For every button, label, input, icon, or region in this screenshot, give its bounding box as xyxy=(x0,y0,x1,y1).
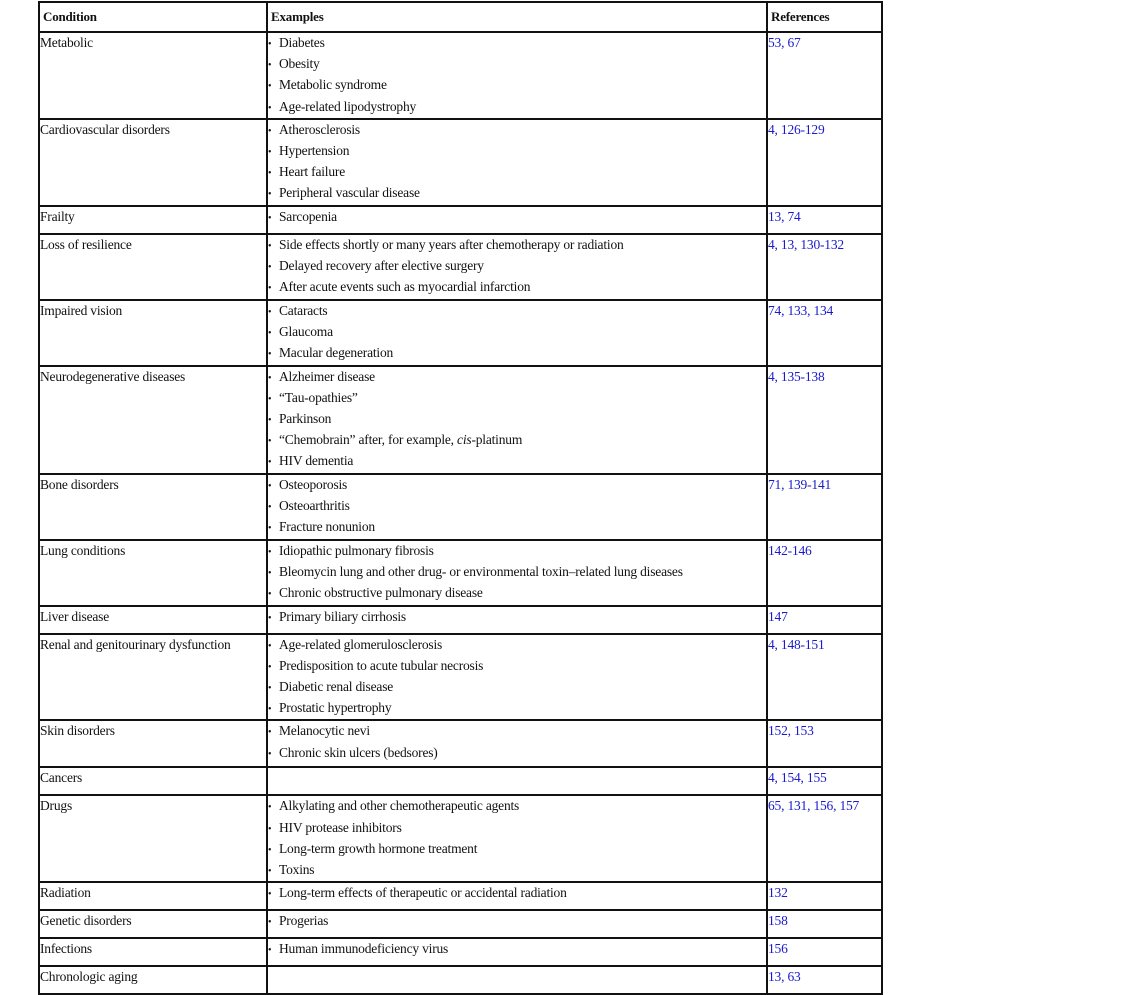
examples-cell xyxy=(267,119,767,206)
examples-cell xyxy=(267,882,767,910)
bullet-icon: • xyxy=(268,436,272,448)
condition-label: Loss of resilience xyxy=(40,236,132,252)
bullet-icon: • xyxy=(268,147,272,159)
example-item xyxy=(268,496,766,517)
bullet-icon: • xyxy=(268,589,272,601)
example-item xyxy=(268,583,766,604)
bullet-icon: • xyxy=(268,60,272,72)
example-text: Alzheimer disease xyxy=(279,368,375,384)
example-item xyxy=(268,656,766,677)
example-item xyxy=(268,430,766,451)
table-row xyxy=(39,720,882,767)
example-item xyxy=(268,607,766,628)
example-item xyxy=(268,517,766,538)
condition-cell xyxy=(39,910,267,938)
bullet-icon: • xyxy=(268,866,272,878)
example-text: Human immunodeficiency virus xyxy=(279,941,449,957)
condition-cell xyxy=(39,938,267,966)
header-row xyxy=(39,2,882,32)
bullet-icon: • xyxy=(268,349,272,361)
bullet-icon: • xyxy=(268,393,272,405)
example-text: Atherosclerosis xyxy=(279,121,360,137)
reference-links[interactable]: 147 xyxy=(768,608,788,624)
bullet-icon: • xyxy=(268,727,272,739)
example-item xyxy=(268,677,766,698)
reference-links[interactable]: 142-146 xyxy=(768,542,812,558)
example-text: Sarcopenia xyxy=(279,208,337,224)
bullet-icon: • xyxy=(268,457,272,469)
example-text: Hypertension xyxy=(279,143,350,159)
examples-cell xyxy=(267,966,767,994)
table-row xyxy=(39,234,882,300)
examples-cell xyxy=(267,634,767,721)
references-cell xyxy=(767,882,882,910)
condition-label: Bone disorders xyxy=(40,476,119,492)
header-condition: Condition xyxy=(39,2,267,32)
bullet-icon: • xyxy=(268,661,272,673)
condition-label: Frailty xyxy=(40,208,75,224)
example-item xyxy=(268,162,766,183)
reference-links[interactable]: 4, 126-129 xyxy=(768,121,825,137)
bullet-icon: • xyxy=(268,327,272,339)
example-item xyxy=(268,388,766,409)
example-text: HIV dementia xyxy=(279,453,354,469)
table-row xyxy=(39,882,882,910)
references-cell xyxy=(767,720,882,767)
condition-label: Impaired vision xyxy=(40,302,123,318)
examples-cell xyxy=(267,767,767,795)
bullet-icon: • xyxy=(268,802,272,814)
example-text: Long-term growth hormone treatment xyxy=(279,840,478,856)
reference-links[interactable]: 4, 154, 155 xyxy=(768,770,827,786)
references-cell xyxy=(767,366,882,474)
example-item xyxy=(268,721,766,742)
references-cell xyxy=(767,540,882,606)
references-cell xyxy=(767,767,882,795)
condition-label: Cardiovascular disorders xyxy=(40,121,170,137)
bullet-icon: • xyxy=(268,212,272,224)
example-text: Side effects shortly or many years after chemotherapy or radiation xyxy=(279,236,624,252)
condition-cell xyxy=(39,540,267,606)
bullet-icon: • xyxy=(268,567,272,579)
references-cell xyxy=(767,910,882,938)
bullet-icon: • xyxy=(268,546,272,558)
condition-label: Metabolic xyxy=(40,35,93,50)
example-text: Peripheral vascular disease xyxy=(279,185,420,201)
condition-label: Chronologic aging xyxy=(40,969,138,985)
reference-links[interactable]: 152, 153 xyxy=(768,723,814,739)
example-item xyxy=(268,120,766,141)
example-item xyxy=(268,409,766,430)
example-text: Toxins xyxy=(279,862,315,878)
reference-links[interactable]: 13, 74 xyxy=(768,208,801,224)
example-text: Fracture nonunion xyxy=(279,519,375,535)
references-cell xyxy=(767,119,882,206)
bullet-icon: • xyxy=(268,168,272,180)
reference-links[interactable]: 4, 148-151 xyxy=(768,636,825,652)
example-text: Idiopathic pulmonary fibrosis xyxy=(279,542,434,558)
examples-cell xyxy=(267,938,767,966)
bullet-icon: • xyxy=(268,844,272,856)
examples-cell xyxy=(267,606,767,634)
examples-cell xyxy=(267,795,767,882)
example-text: Long-term effects of therapeutic or accidental radiation xyxy=(279,885,567,901)
example-text: Alkylating and other chemotherapeutic agents xyxy=(279,798,520,814)
references-cell xyxy=(767,634,882,721)
reference-links[interactable]: 4, 135-138 xyxy=(768,368,825,384)
bullet-icon: • xyxy=(268,683,272,695)
example-item xyxy=(268,277,766,298)
example-item xyxy=(268,235,766,256)
condition-cell xyxy=(39,300,267,366)
bullet-icon: • xyxy=(268,283,272,295)
table-row xyxy=(39,938,882,966)
bullet-icon: • xyxy=(268,306,272,318)
example-item xyxy=(268,743,766,764)
bullet-icon: • xyxy=(268,640,272,652)
reference-links[interactable]: 13, 63 xyxy=(768,969,801,985)
condition-cell xyxy=(39,720,267,767)
example-item xyxy=(268,322,766,343)
table-row xyxy=(39,206,882,234)
example-item xyxy=(268,54,766,75)
bullet-icon: • xyxy=(268,81,272,93)
example-item xyxy=(268,911,766,932)
table-row xyxy=(39,606,882,634)
example-item xyxy=(268,839,766,860)
condition-cell xyxy=(39,882,267,910)
condition-label: Radiation xyxy=(40,885,91,901)
example-item xyxy=(268,698,766,719)
example-text: Parkinson xyxy=(279,411,332,427)
example-text: Chronic obstructive pulmonary disease xyxy=(279,585,483,601)
italic-term: cis xyxy=(457,432,472,448)
bullet-icon: • xyxy=(268,415,272,427)
example-text: Melanocytic nevi xyxy=(279,723,370,739)
examples-cell xyxy=(267,540,767,606)
bullet-icon: • xyxy=(268,125,272,137)
condition-cell xyxy=(39,767,267,795)
example-text: Progerias xyxy=(279,913,329,929)
example-item xyxy=(268,860,766,881)
bullet-icon: • xyxy=(268,102,272,114)
bullet-icon: • xyxy=(268,917,272,929)
bullet-icon: • xyxy=(268,39,272,50)
references-cell xyxy=(767,795,882,882)
bullet-icon: • xyxy=(268,523,272,535)
example-text: Primary biliary cirrhosis xyxy=(279,608,406,624)
condition-label: Genetic disorders xyxy=(40,913,132,929)
table-row xyxy=(39,540,882,606)
table-row xyxy=(39,795,882,882)
bullet-icon: • xyxy=(268,889,272,901)
condition-cell xyxy=(39,634,267,721)
bullet-icon: • xyxy=(268,189,272,201)
examples-cell xyxy=(267,910,767,938)
example-item xyxy=(268,541,766,562)
reference-links[interactable]: 158 xyxy=(768,913,788,929)
examples-cell xyxy=(267,366,767,474)
reference-links[interactable]: 156 xyxy=(768,941,788,957)
references-cell xyxy=(767,474,882,540)
example-item xyxy=(268,33,766,54)
example-text: Osteoarthritis xyxy=(279,497,350,513)
bullet-icon: • xyxy=(268,823,272,835)
table-row xyxy=(39,474,882,540)
bullet-icon: • xyxy=(268,372,272,384)
bullet-icon: • xyxy=(268,501,272,513)
example-text: After acute events such as myocardial infarction xyxy=(279,279,531,295)
example-text: Prostatic hypertrophy xyxy=(279,700,392,716)
examples-cell xyxy=(267,234,767,300)
example-item xyxy=(268,367,766,388)
example-item xyxy=(268,141,766,162)
header-examples: Examples xyxy=(267,2,767,32)
example-item xyxy=(268,207,766,228)
example-text: Chronic skin ulcers (bedsores) xyxy=(279,744,438,760)
references-cell xyxy=(767,32,882,119)
example-text: Delayed recovery after elective surgery xyxy=(279,257,484,273)
example-text: “Tau-opathies” xyxy=(279,389,358,405)
table-row xyxy=(39,767,882,795)
condition-label: Infections xyxy=(40,941,92,957)
example-text: Age-related glomerulosclerosis xyxy=(279,636,443,652)
bullet-icon: • xyxy=(268,480,272,492)
example-text: Bleomycin lung and other drug- or environmental toxin–related lung diseases xyxy=(279,563,683,579)
example-text: Metabolic syndrome xyxy=(279,77,387,93)
example-text: Glaucoma xyxy=(279,323,333,339)
examples-cell xyxy=(267,32,767,119)
example-text: Obesity xyxy=(279,56,320,72)
references-cell xyxy=(767,206,882,234)
table-row xyxy=(39,966,882,994)
example-item xyxy=(268,818,766,839)
condition-cell xyxy=(39,966,267,994)
table-row xyxy=(39,634,882,721)
bullet-icon: • xyxy=(268,704,272,716)
condition-label: Renal and genitourinary dysfunction xyxy=(40,636,231,652)
example-text: HIV protease inhibitors xyxy=(279,819,402,835)
condition-cell xyxy=(39,795,267,882)
condition-cell xyxy=(39,119,267,206)
reference-links[interactable]: 53, 67 xyxy=(768,35,801,50)
table-row xyxy=(39,32,882,119)
examples-cell xyxy=(267,206,767,234)
references-cell xyxy=(767,938,882,966)
example-item xyxy=(268,75,766,96)
example-item xyxy=(268,475,766,496)
example-item xyxy=(268,256,766,277)
example-text: Osteoporosis xyxy=(279,476,348,492)
example-item xyxy=(268,635,766,656)
table-row xyxy=(39,300,882,366)
condition-cell xyxy=(39,474,267,540)
example-item xyxy=(268,562,766,583)
example-text: Heart failure xyxy=(279,164,345,180)
table-row xyxy=(39,366,882,474)
example-item xyxy=(268,183,766,204)
example-item xyxy=(268,939,766,960)
references-cell xyxy=(767,300,882,366)
condition-cell xyxy=(39,32,267,119)
example-item xyxy=(268,301,766,322)
example-item xyxy=(268,796,766,817)
reference-links[interactable]: 4, 13, 130-132 xyxy=(768,236,844,252)
example-text: Predisposition to acute tubular necrosis xyxy=(279,657,484,673)
condition-label: Drugs xyxy=(40,798,72,814)
bullet-icon: • xyxy=(268,748,272,760)
example-item xyxy=(268,451,766,472)
example-item xyxy=(268,343,766,364)
bullet-icon: • xyxy=(268,612,272,624)
example-text: Age-related lipodystrophy xyxy=(279,98,417,114)
examples-cell xyxy=(267,300,767,366)
condition-cell xyxy=(39,206,267,234)
reference-links[interactable]: 132 xyxy=(768,885,788,901)
example-item xyxy=(268,883,766,904)
examples-cell xyxy=(267,474,767,540)
bullet-icon: • xyxy=(268,945,272,957)
reference-links[interactable]: 74, 133, 134 xyxy=(768,302,834,318)
example-text: Diabetic renal disease xyxy=(279,679,394,695)
table-body xyxy=(39,32,882,994)
example-text: “Chemobrain” after, for example, cis-platinum xyxy=(279,432,523,448)
condition-cell xyxy=(39,366,267,474)
bullet-icon: • xyxy=(268,261,272,273)
reference-links[interactable]: 71, 139-141 xyxy=(768,476,832,492)
condition-label: Cancers xyxy=(40,770,83,786)
example-text: Cataracts xyxy=(279,302,328,318)
condition-label: Skin disorders xyxy=(40,723,115,739)
example-text: Diabetes xyxy=(279,35,325,50)
table-row xyxy=(39,910,882,938)
table-row xyxy=(39,119,882,206)
references-cell xyxy=(767,966,882,994)
condition-cell xyxy=(39,606,267,634)
reference-links[interactable]: 65, 131, 156, 157 xyxy=(768,798,860,814)
references-cell xyxy=(767,234,882,300)
condition-cell xyxy=(39,234,267,300)
bullet-icon: • xyxy=(268,240,272,252)
conditions-table xyxy=(38,1,883,995)
header-references: References xyxy=(767,2,882,32)
references-cell xyxy=(767,606,882,634)
condition-label: Lung conditions xyxy=(40,542,126,558)
example-item xyxy=(268,97,766,118)
examples-cell xyxy=(267,720,767,767)
condition-label: Neurodegenerative diseases xyxy=(40,368,186,384)
condition-label: Liver disease xyxy=(40,608,109,624)
example-text: Macular degeneration xyxy=(279,345,394,361)
